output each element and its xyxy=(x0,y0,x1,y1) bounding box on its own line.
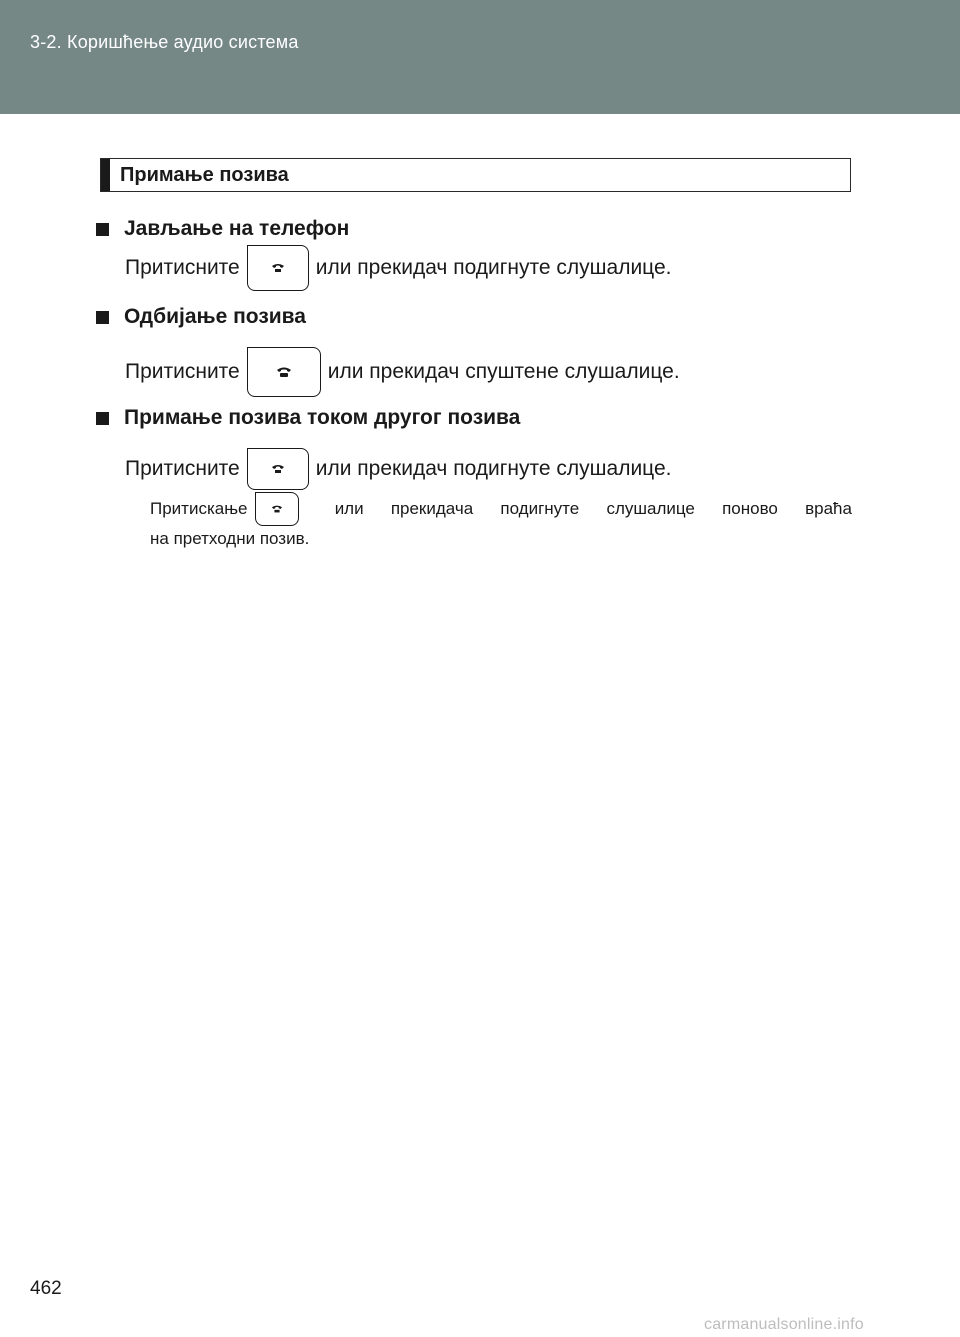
note-paragraph xyxy=(150,492,852,552)
chapter-title: 3-2. Коришћење аудио система xyxy=(30,32,299,52)
phone-pickup-button xyxy=(255,492,299,526)
instruction-answer xyxy=(125,245,672,291)
bullet-square-icon xyxy=(96,412,109,425)
phone-pickup-icon xyxy=(271,263,285,273)
instruction-suffix: или прекидач подигнуте слушалице. xyxy=(315,256,672,279)
phone-pickup-icon xyxy=(271,505,283,514)
section-header xyxy=(100,158,851,192)
section-marker xyxy=(101,159,110,191)
page-number: 462 xyxy=(30,1278,62,1299)
note-word: слушалице xyxy=(606,499,695,518)
note-word: прекидача xyxy=(390,499,474,518)
watermark: carmanualsonline.info xyxy=(704,1316,864,1333)
subheading-text: Примање позива током другог позива xyxy=(124,406,521,429)
instruction-reject xyxy=(125,347,680,397)
instruction-suffix: или прекидач подигнуте слушалице. xyxy=(315,457,672,480)
bullet-square-icon xyxy=(96,223,109,236)
subheading-text: Јављање на телефон xyxy=(124,217,350,240)
phone-pickup-button xyxy=(247,448,309,490)
note-word: подигнуте xyxy=(500,499,580,518)
phone-pickup-button xyxy=(247,245,309,291)
subheading-answer xyxy=(96,217,349,241)
note-line-2: на претходни позив. xyxy=(150,529,310,548)
note-word: враћа xyxy=(805,499,852,518)
page-header xyxy=(0,0,960,114)
section-title: Примање позива xyxy=(120,164,289,186)
bullet-square-icon xyxy=(96,311,109,324)
instruction-prefix: Притисните xyxy=(125,360,240,383)
instruction-prefix: Притисните xyxy=(125,457,240,480)
note-word: Притискање xyxy=(150,499,248,518)
phone-pickup-icon xyxy=(271,464,285,474)
note-word: или xyxy=(334,499,364,518)
subheading-call-waiting xyxy=(96,406,520,430)
note-line-1 xyxy=(150,492,852,526)
subheading-reject xyxy=(96,305,306,329)
instruction-suffix: или прекидач спуштене слушалице. xyxy=(327,360,680,383)
note-word: поново xyxy=(722,499,778,518)
subheading-text: Одбијање позива xyxy=(124,305,306,328)
phone-hangup-icon xyxy=(276,366,292,378)
instruction-call-waiting xyxy=(125,448,672,490)
instruction-prefix: Притисните xyxy=(125,256,240,279)
phone-hangup-button xyxy=(247,347,321,397)
